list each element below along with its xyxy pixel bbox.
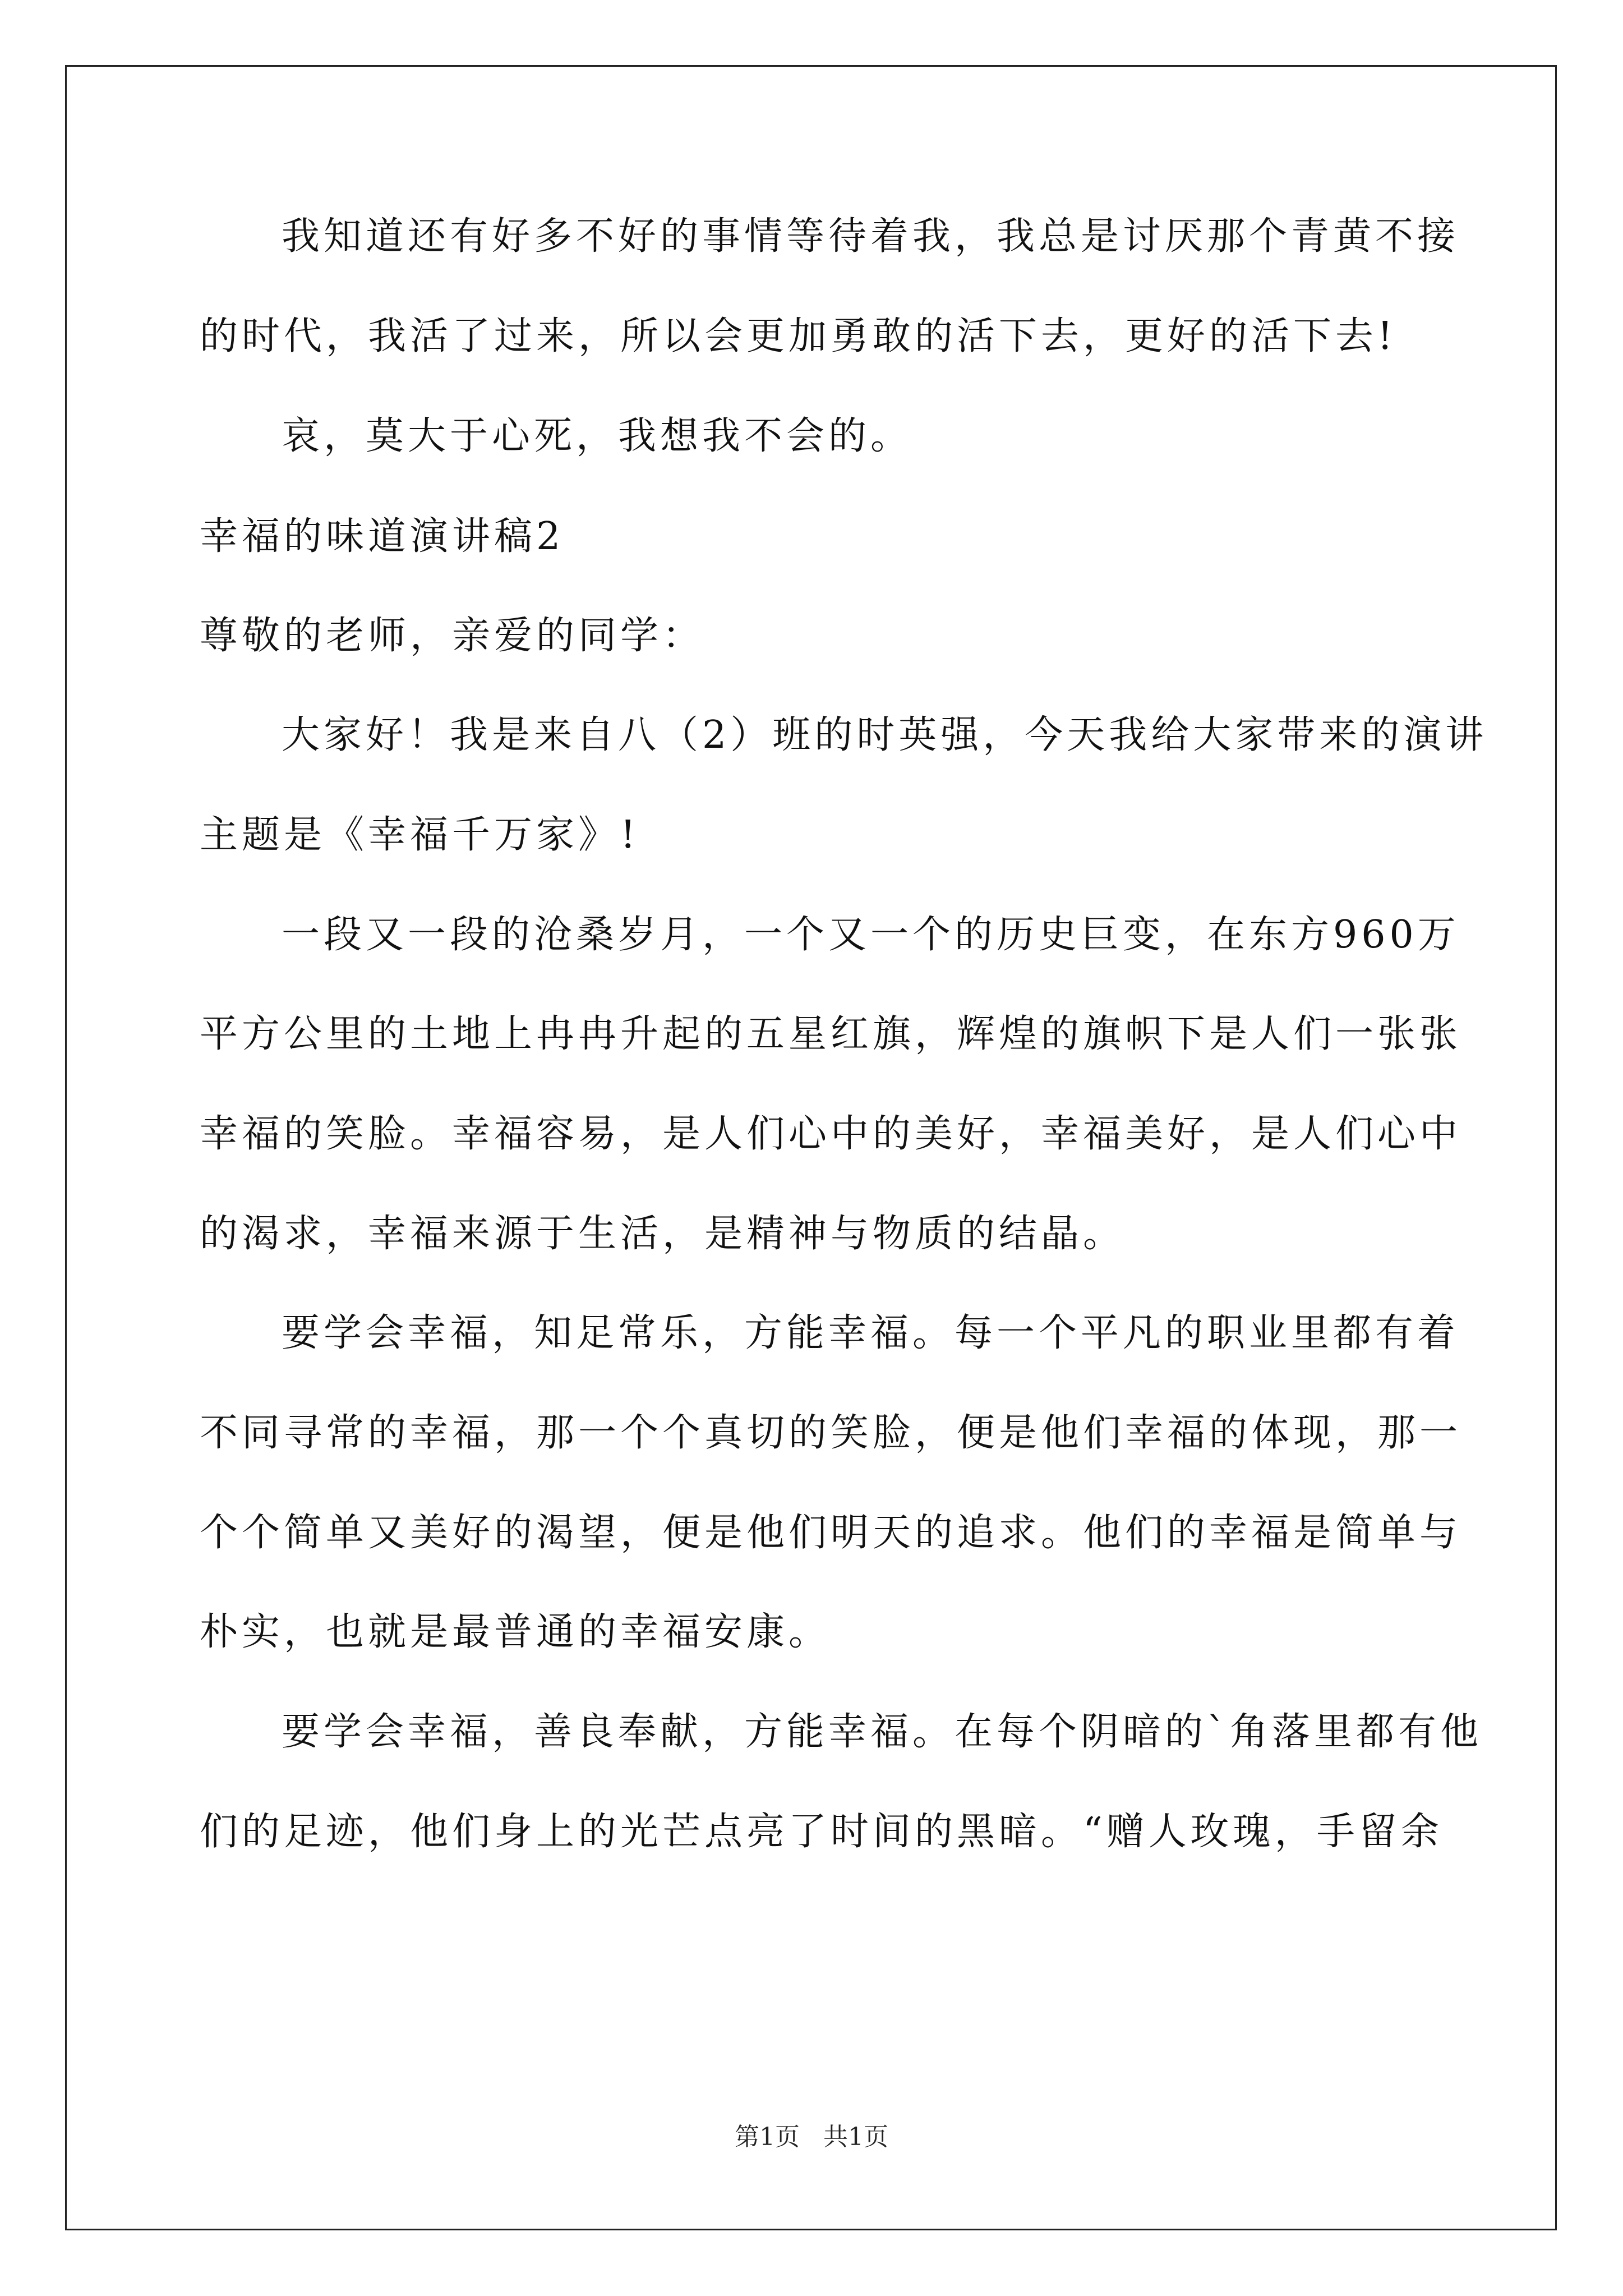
section-heading: 幸福的味道演讲稿2	[200, 514, 565, 559]
paragraph-line: 们的足迹，他们身上的光芒点亮了时间的黑暗。“赠人玫瑰，手留余	[200, 1810, 1443, 1854]
paragraph-line: 要学会幸福，知足常乐，方能幸福。每一个平凡的职业里都有着	[282, 1311, 1460, 1355]
paragraph-line: 幸福的笑脸。幸福容易，是人们心中的美好，幸福美好，是人们心中	[200, 1112, 1462, 1156]
paragraph-line: 主题是《幸福千万家》!	[200, 813, 640, 857]
paragraph-line: 个个简单又美好的渴望，便是他们明天的追求。他们的幸福是简单与	[200, 1511, 1462, 1555]
paragraph-line: 要学会幸福，善良奉献，方能幸福。在每个阴暗的`角落里都有他	[282, 1710, 1483, 1754]
paragraph-line: 哀，莫大于心死，我想我不会的。	[282, 414, 913, 458]
salutation: 尊敬的老师，亲爱的同学：	[200, 614, 705, 658]
page-number-footer: 第1页 共1页	[735, 2123, 888, 2151]
paragraph-line: 大家好！我是来自八（2）班的时英强，今天我给大家带来的演讲	[282, 713, 1488, 757]
paragraph-line: 朴实，也就是最普通的幸福安康。	[200, 1610, 831, 1654]
paragraph-line: 的渴求，幸福来源于生活，是精神与物质的结晶。	[200, 1212, 1126, 1256]
paragraph-line: 平方公里的土地上冉冉升起的五星红旗，辉煌的旗帜下是人们一张张	[200, 1012, 1462, 1056]
paragraph-line: 一段又一段的沧桑岁月，一个又一个的历史巨变，在东方960万	[282, 913, 1460, 957]
paragraph-line: 不同寻常的幸福，那一个个真切的笑脸，便是他们幸福的体现，那一	[200, 1411, 1462, 1455]
paragraph-line: 我知道还有好多不好的事情等待着我，我总是讨厌那个青黄不接	[282, 214, 1460, 259]
paragraph-line: 的时代，我活了过来，所以会更加勇敢的活下去，更好的活下去!	[200, 314, 1397, 358]
